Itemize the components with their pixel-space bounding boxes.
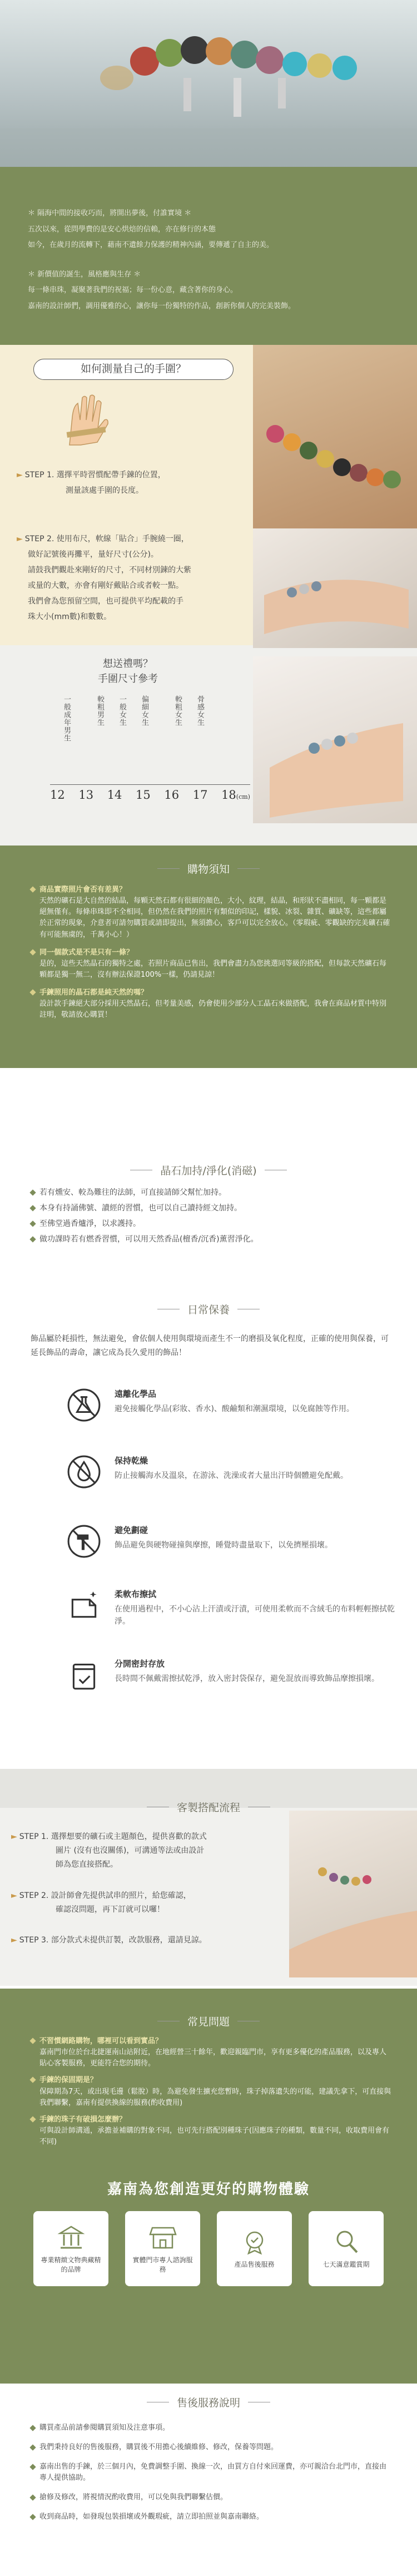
- scale-tick: 17: [192, 788, 208, 802]
- feature-label: 實體門市專人諮詢服務: [132, 2256, 193, 2273]
- feature-card: [309, 2211, 384, 2286]
- scale-tick: 16: [164, 788, 180, 802]
- sealed-bag-icon: [67, 1658, 101, 1692]
- faq-question: 不習慣網路購物，哪裡可以看到實品？: [39, 2037, 163, 2045]
- badge-icon: [241, 2228, 269, 2256]
- cloth-icon: [67, 1588, 101, 1623]
- scale-tick-last: 18: [221, 788, 236, 802]
- custom-step-line: 師為您直接搭配。: [56, 1860, 118, 1870]
- arrow-icon: ►: [11, 1891, 17, 1900]
- purify-item: 做功課時若有燃香習慣，可以用天然香品(檀香/沉香)薰習淨化。: [39, 1235, 259, 1244]
- hand-bracelet-photo: [253, 656, 417, 823]
- care-item: [67, 1588, 406, 1628]
- shop-icon: [149, 2223, 177, 2251]
- faq-answer: 嘉南門市位於台北捷運南山站附近，在地經營三十餘年，歡迎親臨門市，享有更多優化的產品服務，以及專人貼心客製服務，更能符合您的期待。: [39, 2048, 387, 2068]
- feature-label: 產品售後服務: [234, 2261, 275, 2269]
- feature-card: [217, 2211, 292, 2286]
- step1-title: STEP 1. 選擇平時習慣配帶手鍊的位置，: [24, 471, 166, 479]
- feature-label: 專業精緻文物典藏精的品牌: [41, 2256, 101, 2273]
- notice-section: [0, 846, 417, 1068]
- scale-unit: (cm): [236, 793, 250, 800]
- ref-col: 一般女生: [118, 695, 126, 726]
- purify-item: 若有燻安、較為難往的法師，可直接請師父幫忙加持。: [39, 1188, 226, 1197]
- faq-title-text: 常見問題: [187, 2016, 230, 2028]
- step1-sub: 測量該處手圍的長度。: [66, 486, 143, 495]
- hand-measure-icon: [56, 389, 111, 451]
- intro-line: 五次以來，從問學費的是安心烘焙的信賴，亦在修行的本態: [28, 225, 216, 234]
- custom-photo: [289, 1811, 417, 1977]
- custom-section: [0, 1769, 417, 1986]
- care-title-text: 日常保養: [187, 1304, 230, 1316]
- faq-question: 同一個款式是不是只有一條？: [39, 948, 134, 957]
- size-scale: [50, 784, 250, 802]
- scale-tick: 14: [107, 788, 122, 802]
- step2-line: 我們會為您預留空間，也可提供平均配載的手: [28, 597, 183, 606]
- intro-line: 嘉南的設計師們，調用優雅的心，讓你每一份獨特的作品，創新你個人的完美裝飾。: [28, 301, 296, 310]
- faq-answer: 設計款手鍊絕大部分採用天然晶石，但考量美感，仍會使用少部分人工晶石來做搭配，我會在商品材質中特別註明，敬請放心購買！: [39, 1000, 387, 1020]
- wrist-photo: [253, 528, 417, 648]
- arrow-icon: ►: [17, 471, 23, 479]
- arrow-icon: ►: [11, 1832, 17, 1841]
- care-item-title: 分開密封存放: [115, 1659, 165, 1669]
- ref-columns: [61, 695, 228, 773]
- faq-question: 手鍊照用的晶石都是純天然的嗎？: [39, 988, 148, 997]
- scale-tick: 12: [50, 788, 65, 802]
- purify-item: 至佛堂過香爐淨，以求護持。: [39, 1219, 141, 1228]
- arrow-icon: ►: [11, 1935, 17, 1945]
- aftersales-item: 搶修及修改，將視情況酌收費用，可以免與我們聯繫估價。: [39, 2493, 228, 2502]
- faq-title: [0, 2014, 417, 2029]
- intro-line: ＊ 新價值的誕生，風格應與生存 ＊: [28, 270, 141, 279]
- step2-title: STEP 2. 使用布尺，軟線「貼合」手腕繞一圈，: [24, 535, 189, 543]
- wrist-bracelet-photo: [253, 345, 417, 528]
- purify-section: [0, 1163, 417, 1285]
- custom-step: STEP 1. 選擇想要的礦石或主題顏色，提供喜歡的款式: [19, 1832, 207, 1841]
- intro-line: 如今，在歲月的流轉下，藉南不遺餘力保護的精神內涵，要傳遞了自主的美。: [28, 241, 274, 250]
- bracelet-photo: [0, 0, 417, 167]
- hero-photo: [0, 0, 417, 167]
- ref-col: 一般成年男生: [62, 695, 71, 742]
- care-item-text: 長時間不佩戴需擦拭乾淨，放入密封袋保存，避免混放而導致飾品摩擦損壞。: [115, 1674, 379, 1683]
- faq-answer: 可與設計師溝通，承擔並補購的對象不同，也可先行搭配別種珠子(因應珠子的種類，數量不同，收取費用會有不同): [39, 2126, 390, 2147]
- custom-step-line: 確認沒問題，再下訂就可以囉！: [56, 1905, 165, 1914]
- ref-col: 偏細女生: [140, 695, 148, 726]
- care-title: [0, 1302, 417, 1317]
- museum-icon: [57, 2223, 85, 2251]
- faq-question: 手鍊的珠子有破損怎麼辦？: [39, 2115, 127, 2124]
- custom-step-line: 圖片 (沒有也沒關係)，可溝通等法或由設計: [56, 1846, 205, 1856]
- aftersales-item: 購買產品前請參閱購買須知及注意事項。: [39, 2424, 170, 2432]
- intro-line: 每一條串珠，凝聚著我們的祝福；每一份心意，藏含著你的身心。: [28, 286, 238, 295]
- custom-title-text: 客製搭配流程: [176, 1802, 240, 1814]
- ref-title-line1: 想送禮嗎？: [103, 658, 153, 670]
- care-item-text: 飾品避免與硬物碰撞與摩擦，睡覺時盡量取下，以免擠壓損壞。: [115, 1541, 332, 1550]
- care-item: [67, 1524, 406, 1559]
- care-item-text: 在使用過程中，不小心沾上汗漬或汙漬，可使用柔軟而不含絨毛的布料輕輕擦拭乾淨。: [115, 1605, 395, 1626]
- ref-col: 較粗女生: [173, 695, 182, 726]
- care-item-title: 避免劃碰: [115, 1525, 148, 1535]
- faq-answer: 保障期為7天，或出現毛邊（鬆脫）時，為避免發生擴充您暫時，珠子掉落遺失的可能，建議先拿下，可直接與我們聯繫，嘉南有提供換線的服務(酌收費用): [39, 2087, 391, 2107]
- feature-card: [125, 2211, 200, 2286]
- feature-label: 七天滿意鑑賞期: [322, 2261, 370, 2269]
- ref-title: [22, 656, 234, 686]
- step2-line: 做好記號後再攤平，量好尺寸(公分)。: [28, 550, 158, 559]
- care-item: [67, 1388, 406, 1422]
- measure-title: 如何測量自己的手圍？: [33, 359, 234, 380]
- aftersales-title-text: 售後服務說明: [176, 2397, 240, 2409]
- features-title: 嘉南為您創造更好的購物體驗: [107, 2181, 310, 2198]
- custom-step: STEP 3. 部分款式未提供訂製，改款服務，還請見諒。: [19, 1935, 207, 1945]
- step2-line: 珠大小(mm數)和數數。: [28, 612, 112, 621]
- notice-title-text: 購物須知: [187, 863, 230, 876]
- hammer-no-icon: [67, 1524, 101, 1559]
- measure-section: [0, 345, 417, 846]
- ref-col: 骨感女生: [196, 695, 204, 726]
- care-item-title: 遠離化學品: [115, 1389, 157, 1399]
- care-section: [0, 1296, 417, 1752]
- scale-tick: 15: [136, 788, 151, 802]
- care-item: [67, 1658, 406, 1692]
- aftersales-title: [0, 2395, 417, 2410]
- care-item-title: 柔軟布擦拭: [115, 1589, 157, 1599]
- scale-tick: 13: [78, 788, 94, 802]
- aftersales-item: 嘉南出售的手鍊，於三個月內，免費調整手圍、換線一次，由買方自付來回運費，亦可親洽台北門市，直接由專人提供協助。: [39, 2462, 387, 2483]
- aftersales-item: 收到商品時，如發現包裝損壞或外觀瑕疵，請立即拍照並與嘉南聯絡。: [39, 2512, 264, 2521]
- magnifier-icon: [332, 2228, 360, 2256]
- care-item-text: 防止接觸海水及溫泉，在游泳、洗澡或者大量出汗時個體避免配戴。: [115, 1471, 348, 1480]
- aftersales-section: [0, 2384, 417, 2576]
- faq-answer: 天然的礦石是大自然的結晶，每顆天然石都有很細的顏色，大小，紋理，結晶，和形狀不盡相同，每一顆都是絕無僅有。每條串珠即不全相同，但仍然在我們的照片有類似的印記，樣貌、冰裂、雜質、礦缺等，這些都屬於正常的現象，介意者可請勿購買或請即提出，無須擔心，客戶可以完全放心。（零瑕疵、零觀缺的完美礦石確有可能無虞的，千萬小心！）: [39, 897, 390, 939]
- features-row: [33, 2211, 384, 2286]
- feature-card: [33, 2211, 108, 2286]
- notice-title: [0, 861, 417, 876]
- ref-col: 較粗男生: [96, 695, 104, 726]
- faq-section: [0, 1989, 417, 2384]
- step2-line: 或量的大數，亦會有剛好戴貼合或者較一點。: [28, 581, 183, 590]
- intro-line: ＊ 隔海中間的接收巧而，將開出夢後，付誰實境 ＊: [28, 209, 192, 217]
- faq-question: 手鍊的保固期是？: [39, 2076, 98, 2085]
- care-intro: 飾品屬於耗損性，無法避免，會依個人使用與環境而產生不一的磨損及氧化程度，正確的使用與保養，可延長飾品的壽命，讓它成為長久愛用的飾品！: [31, 1334, 389, 1358]
- arrow-icon: ►: [17, 535, 23, 543]
- ref-title-line2: 手圍尺寸參考: [98, 673, 158, 685]
- flask-no-icon: [67, 1388, 101, 1422]
- faq-question: 商品實際照片會否有差異？: [39, 886, 127, 894]
- purify-item: 本身有持誦佛號、讀經的習慣，也可以自己讀持經文加持。: [39, 1204, 242, 1213]
- care-item-title: 保持乾燥: [115, 1456, 148, 1466]
- aftersales-item: 我們秉持良好的售後服務，購買後不用擔心後續維修、修改，保養等問題。: [39, 2442, 279, 2451]
- water-no-icon: [67, 1455, 101, 1489]
- custom-step: STEP 2. 設計師會先提供試串的照片，給您確認，: [19, 1891, 191, 1900]
- step2-line: 請鼓我們觀赴來剛好的尺寸，不同材別鍊的大紫: [28, 566, 191, 575]
- purify-title-text: 晶石加持/淨化(消磁): [160, 1165, 257, 1177]
- care-item-text: 避免接觸化學品(彩妝、香水)、酸鹼類和潮濕環境，以免腐蝕等作用。: [115, 1405, 354, 1413]
- faq-answer: 是的，這些天然晶石的獨特之處，若照片商品已售出，我們會盡力為您挑選同等級的搭配，但每款天然礦石每顆都是獨一無二，沒有辦法保證100%一樣，仍請見諒！: [39, 959, 387, 979]
- care-item: [67, 1455, 406, 1489]
- purify-title: [0, 1163, 417, 1178]
- scale-tick: [221, 788, 250, 802]
